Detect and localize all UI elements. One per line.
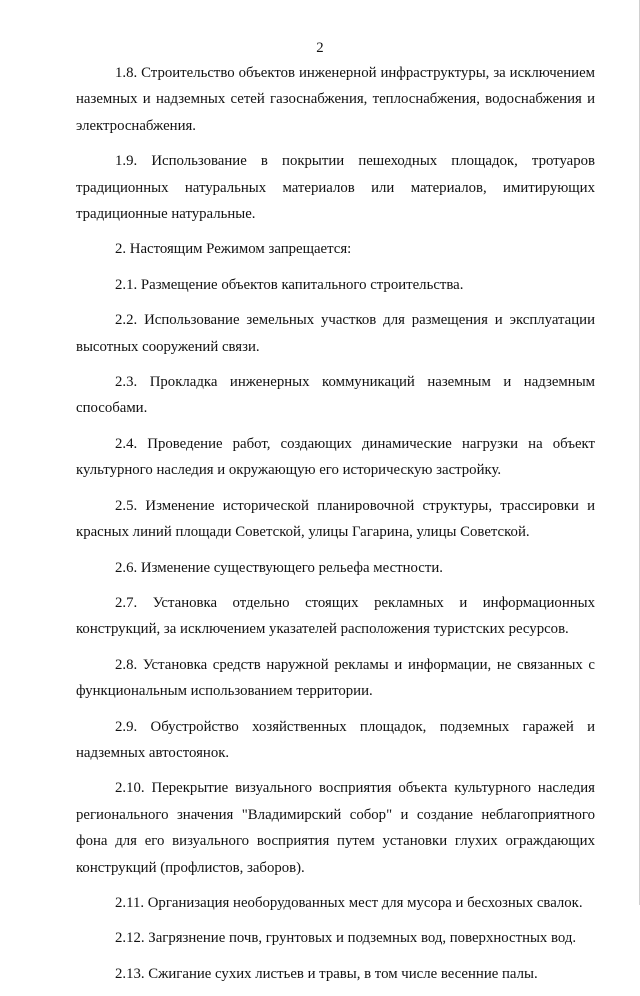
paragraph-2-13: 2.13. Сжигание сухих листьев и травы, в том числе весенние палы. <box>115 965 538 982</box>
paragraph-2-5: 2.5. Изменение исторической планировочной структуры, трассировки и красных линий площади Советской, улицы Гагарина, улицы Советской. <box>76 497 595 541</box>
paragraph-2-1: 2.1. Размещение объектов капитального строительства. <box>115 276 464 293</box>
paragraph-2-3: 2.3. Прокладка инженерных коммуникаций наземным и надземным способами. <box>76 374 595 417</box>
paragraph-2-2: 2.2. Использование земельных участков для размещения и эксплуатации высотных сооружений связи. <box>76 312 595 355</box>
paragraph-2-10: 2.10. Перекрытие визуального восприятия объекта культурного наследия регионального значения "Владимирский собор" и создание неблагоприятного фона для его визуального восприятия путем установки глухих ограждающих конструкций (профлистов, заборов). <box>76 780 595 876</box>
paragraph-2-4: 2.4. Проведение работ, создающих динамические нагрузки на объект культурного наследия и окружающую его историческую застройку. <box>76 435 595 479</box>
page-number: 2 <box>316 40 324 56</box>
paragraph-2-12: 2.12. Загрязнение почв, грунтовых и подземных вод, поверхностных вод. <box>115 930 577 947</box>
paragraph-2-heading: 2. Настоящим Режимом запрещается: <box>115 241 352 258</box>
paragraph-1-8: 1.8. Строительство объектов инженерной инфраструктуры, за исключением наземных и надземных сетей газоснабжения, теплоснабжения, водоснабжения и электроснабжения. <box>76 65 595 134</box>
paragraph-2-7: 2.7. Установка отдельно стоящих рекламных и информационных конструкций, за исключением указателей расположения туристских ресурсов. <box>76 594 595 638</box>
paragraph-2-8: 2.8. Установка средств наружной рекламы и информации, не связанных с функциональным использованием территории. <box>76 656 595 700</box>
paragraph-1-9: 1.9. Использование в покрытии пешеходных площадок, тротуаров традиционных натуральных материалов или материалов, имитирующих традиционные натуральные. <box>76 153 595 223</box>
paragraph-2-6: 2.6. Изменение существующего рельефа местности. <box>115 559 443 576</box>
paragraph-2-9: 2.9. Обустройство хозяйственных площадок, подземных гаражей и надземных автостоянок. <box>76 718 595 761</box>
paragraph-2-11: 2.11. Организация необорудованных мест для мусора и бесхозных свалок. <box>115 894 583 911</box>
document-body <box>76 60 595 996</box>
